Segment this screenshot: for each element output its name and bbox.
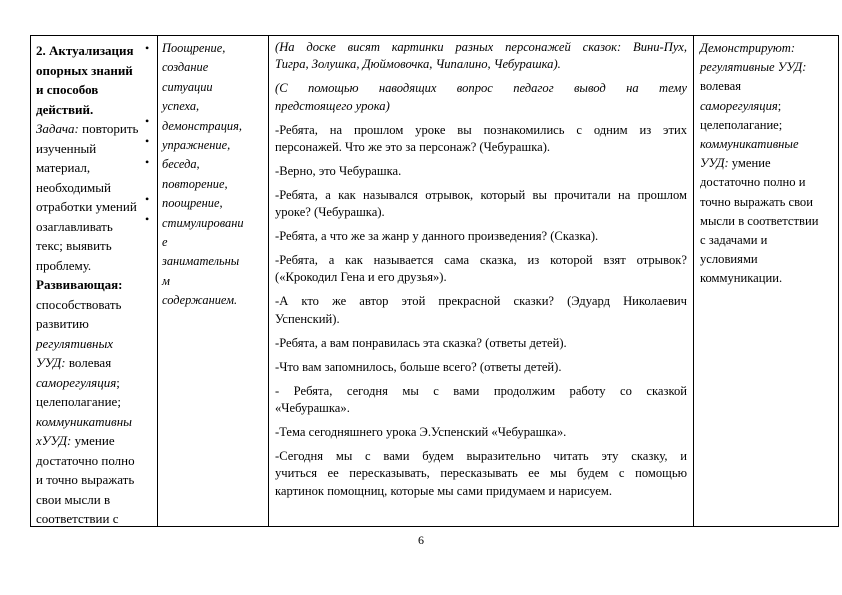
dialogue-line: -Ребята, на прошлом уроке вы познакомились с одним из этих (275, 122, 687, 137)
method-item: беседа, (162, 157, 200, 172)
method-item: повторение, (162, 176, 228, 191)
task-text: материал, (36, 160, 91, 175)
method-item: е (162, 235, 168, 250)
bullet-marker: • (145, 192, 150, 206)
regulative-label: регулятивные УУД: (700, 60, 807, 75)
stage-text: соответствии с (36, 511, 119, 526)
board-note-line: (На доске висят картинки разных персонажей сказок: Вини-Пух, (275, 40, 687, 54)
dialogue-line: -Верно, это Чебурашка. (275, 163, 402, 178)
method-item: занимательны (162, 254, 240, 269)
goal-setting-text: целеполагание; (36, 394, 121, 409)
task-text: текс; выявить (36, 238, 112, 253)
task-text: повторить (78, 121, 139, 136)
dialogue-paragraph (275, 122, 687, 157)
developmental-label: Развивающая: (36, 277, 123, 292)
outcome-text: достаточно полно и (700, 175, 806, 190)
method-item: стимулировани (162, 215, 244, 230)
activity-cell (269, 36, 693, 526)
outcome-text: условиями (700, 252, 758, 267)
board-note (275, 39, 687, 74)
bullet-marker: • (145, 155, 150, 169)
task-text: проблему. (36, 257, 92, 273)
dialogue-paragraph (275, 163, 687, 180)
self-regulation-text: саморегуляция (36, 374, 117, 390)
method-item: упражнение, (162, 138, 231, 153)
dialogue-paragraph (275, 424, 687, 441)
developmental-text: развитию (36, 316, 89, 331)
punctuation: ; (116, 374, 120, 390)
bullet-marker: • (145, 41, 150, 55)
outcomes-cell (694, 36, 840, 526)
dialogue-line: -Ребята, а вам понравилась эта сказка? (ответы детей). (275, 335, 567, 350)
dialogue-line: -Что вам запомнилось, больше всего? (ответы детей). (275, 359, 562, 374)
communicative-text: умение (71, 433, 115, 448)
method-item: создание (162, 60, 209, 75)
punctuation: ; (777, 98, 782, 113)
teacher-note-line: предстоящего урока) (275, 98, 390, 113)
dialogue-line: Успенский). (275, 311, 340, 326)
teacher-note-line: (С помощью наводящих вопрос педагог вывод на тему (275, 81, 687, 96)
dialogue-line: - Ребята, сегодня мы с вами продолжим работу со сказкой (275, 383, 687, 398)
lesson-table (30, 35, 839, 527)
dialogue-paragraph (275, 252, 687, 287)
stage-cell (31, 36, 157, 526)
stage-text: свои мысли в (36, 491, 111, 507)
outcomes-label: Демонстрируют: (700, 41, 796, 55)
dialogue-line: «Чебурашка». (275, 400, 350, 415)
dialogue-line: («Крокодил Гена и его друзья»). (275, 270, 447, 285)
stage-title: и способов (36, 82, 99, 97)
stage-text: достаточно полно (36, 452, 135, 468)
task-text: отработки умений (36, 199, 137, 214)
dialogue-paragraph (275, 335, 687, 352)
method-item: успеха, (162, 99, 200, 114)
dialogue-line: персонажей. Что же это за персонаж? (Чебурашка). (275, 140, 551, 155)
developmental-text: способствовать (36, 296, 122, 312)
task-text: изученный (36, 140, 97, 156)
page-number: 6 (418, 533, 424, 547)
method-item: Поощрение, (162, 41, 226, 55)
teacher-note (275, 80, 687, 115)
dialogue-line: -А кто же автор этой прекрасной сказки? (Эдуард Николаевич (275, 294, 687, 309)
dialogue-paragraph (275, 228, 687, 245)
outcome-text: с задачами и (700, 233, 768, 248)
dialogue-line: уроке? (Чебурашка). (275, 205, 385, 220)
goal-setting-text: целеполагание; (700, 117, 783, 132)
dialogue-line: -Ребята, а как называется сама сказка, из которой взят отрывок? (275, 253, 687, 268)
self-regulation-text: саморегуляция (700, 98, 778, 113)
method-item: поощрение, (162, 196, 223, 211)
dialogue-paragraph (275, 187, 687, 222)
dialogue-line: -Сегодня мы с вами будем выразительно читать эту сказку, и (275, 448, 687, 463)
bullet-marker: • (145, 212, 150, 226)
methods-cell (158, 36, 268, 526)
stage-title: 2. Актуализация (36, 43, 134, 58)
regulative-label: регулятивных (36, 335, 114, 351)
dialogue-paragraph (275, 448, 687, 500)
dialogue-paragraph (275, 383, 687, 418)
outcome-text: коммуникации. (700, 271, 783, 286)
method-item: демонстрация, (162, 118, 242, 133)
bullet-marker: • (145, 114, 150, 128)
communicative-label: хУУД: (36, 433, 72, 448)
stage-title: действий. (36, 101, 94, 117)
method-item: ситуации (162, 79, 213, 94)
communicative-label: коммуникативные (700, 137, 799, 152)
outcome-text: точно выражать свои (700, 194, 813, 209)
method-item: м (162, 273, 170, 288)
stage-text: и точно выражать (36, 472, 135, 487)
dialogue-line: -Тема сегодняшнего урока Э.Успенский «Чебурашка». (275, 424, 567, 439)
dialogue-line: -Ребята, а что же за жанр у данного произведения? (Сказка). (275, 229, 599, 244)
method-item: содержанием. (162, 293, 238, 308)
dialogue-line: учиться ее пересказывать, пересказывать ее мы будем с помощью (275, 466, 687, 481)
outcome-text: волевая (700, 79, 742, 94)
regulative-text: волевая (65, 355, 112, 370)
regulative-label: УУД: (36, 355, 66, 370)
dialogue-line: -Ребята, а как назывался отрывок, который вы прочитали на прошлом (275, 187, 687, 202)
dialogue-line: картинок помощниц, которые мы сами придумаем и нарисуем. (275, 483, 612, 498)
bullet-marker: • (145, 134, 150, 148)
methods-list (162, 39, 268, 311)
dialogue-paragraph (275, 359, 687, 376)
outcome-text: умение (728, 156, 771, 171)
dialogue-paragraph (275, 293, 687, 328)
communicative-label: УУД: (700, 156, 729, 171)
outcome-text: мысли в соответствии (700, 213, 819, 228)
communicative-label: коммуникативны (36, 413, 132, 429)
board-note-line: Тигра, Золушка, Дюймовочка, Чипалино, Чебурашка). (275, 57, 561, 72)
stage-title: опорных знаний (36, 62, 133, 78)
task-text: озаглавливать (36, 218, 113, 234)
task-label: Задача: (36, 121, 79, 136)
task-text: необходимый (36, 179, 111, 195)
